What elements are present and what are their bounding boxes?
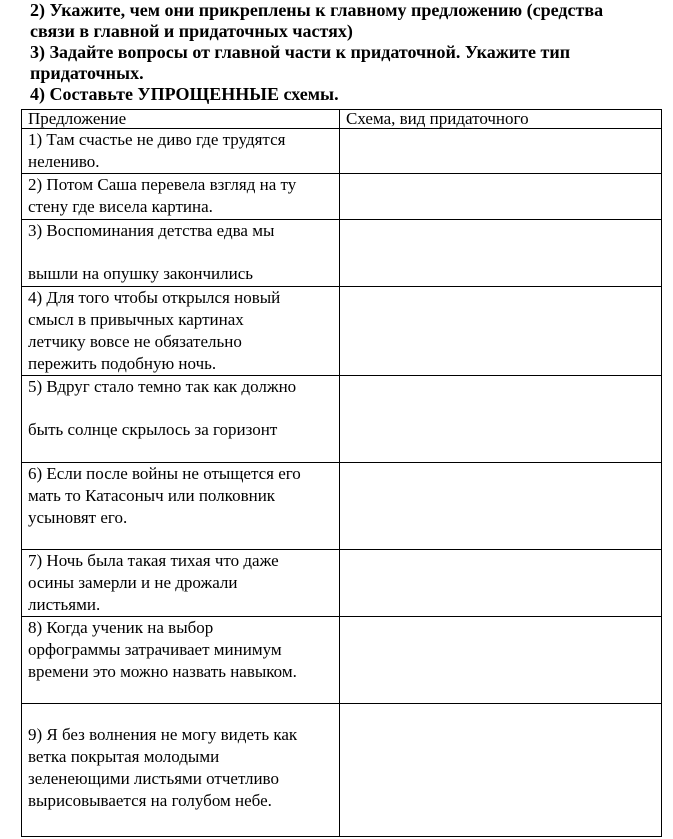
table-row <box>22 129 662 174</box>
sentence-line: усыновят его. <box>28 508 128 527</box>
instruction-line: связи в главной и придаточных частях) <box>30 21 353 41</box>
sentence-cell <box>22 220 340 287</box>
table-header-row <box>22 110 662 129</box>
sentence-line: времени это можно назвать навыком. <box>28 662 297 681</box>
sentence-line: листьями. <box>28 595 101 614</box>
sentence-cell <box>22 129 340 174</box>
table-row <box>22 220 662 287</box>
sentence-cell <box>22 287 340 376</box>
instruction-line: 2) Укажите, чем они прикреплены к главному предложению (средства <box>30 0 604 20</box>
scheme-cell[interactable] <box>340 220 662 287</box>
sentence-line: 9) Я без волнения не могу видеть как <box>28 725 298 744</box>
sentence-line: стену где висела картина. <box>28 197 213 216</box>
table-row <box>22 704 662 837</box>
table-row <box>22 463 662 550</box>
header-sentence: Предложение <box>22 110 340 129</box>
scheme-cell[interactable] <box>340 463 662 550</box>
scheme-cell[interactable] <box>340 129 662 174</box>
scheme-cell[interactable] <box>340 617 662 704</box>
sentence-line: 1) Там счастье не диво где трудятся <box>28 130 286 149</box>
sentence-line: 5) Вдруг стало темно так как должно <box>28 377 297 396</box>
sentence-cell <box>22 617 340 704</box>
sentence-line: 4) Для того чтобы открылся новый <box>28 288 281 307</box>
sentence-line: орфограммы затрачивает минимум <box>28 640 282 659</box>
sentence-line: осины замерли и не дрожали <box>28 573 238 592</box>
sentence-line: нелениво. <box>28 152 100 171</box>
scheme-cell[interactable] <box>340 376 662 463</box>
sentence-line: вырисовывается на голубом небе. <box>28 791 272 810</box>
sentence-cell <box>22 463 340 550</box>
scheme-cell[interactable] <box>340 704 662 837</box>
sentence-line: 3) Воспоминания детства едва мы <box>28 221 275 240</box>
sentence-cell <box>22 174 340 220</box>
instruction-line: 4) Составьте УПРОЩЕННЫЕ схемы. <box>30 84 339 104</box>
instruction-line: придаточных. <box>30 63 144 83</box>
table-row <box>22 287 662 376</box>
sentence-line: 8) Когда ученик на выбор <box>28 618 214 637</box>
sentence-cell <box>22 376 340 463</box>
scheme-cell[interactable] <box>340 174 662 220</box>
sentence-cell <box>22 550 340 617</box>
sentence-line: смысл в привычных картинах <box>28 310 244 329</box>
table-row <box>22 376 662 463</box>
sentence-line: летчику вовсе не обязательно <box>28 332 242 351</box>
sentence-line: 7) Ночь была такая тихая что даже <box>28 551 279 570</box>
task-table <box>21 109 662 837</box>
instruction-line: 3) Задайте вопросы от главной части к придаточной. Укажите тип <box>30 42 571 62</box>
sentence-line: мать то Катасоныч или полковник <box>28 486 276 505</box>
table-row <box>22 617 662 704</box>
table-row <box>22 550 662 617</box>
instructions <box>30 0 670 105</box>
header-scheme: Схема, вид придаточного <box>340 110 662 129</box>
sentence-cell <box>22 704 340 837</box>
scheme-cell[interactable] <box>340 550 662 617</box>
sentence-line: зеленеющими листьями отчетливо <box>28 769 279 788</box>
sentence-line: 2) Потом Саша перевела взгляд на ту <box>28 175 297 194</box>
sentence-line: 6) Если после войны не отыщется его <box>28 464 301 483</box>
table-row <box>22 174 662 220</box>
sentence-line: пережить подобную ночь. <box>28 354 217 373</box>
sentence-line: ветка покрытая молодыми <box>28 747 220 766</box>
scheme-cell[interactable] <box>340 287 662 376</box>
sentence-line: быть солнце скрылось за горизонт <box>28 420 278 439</box>
sentence-line: вышли на опушку закончились <box>28 264 254 283</box>
